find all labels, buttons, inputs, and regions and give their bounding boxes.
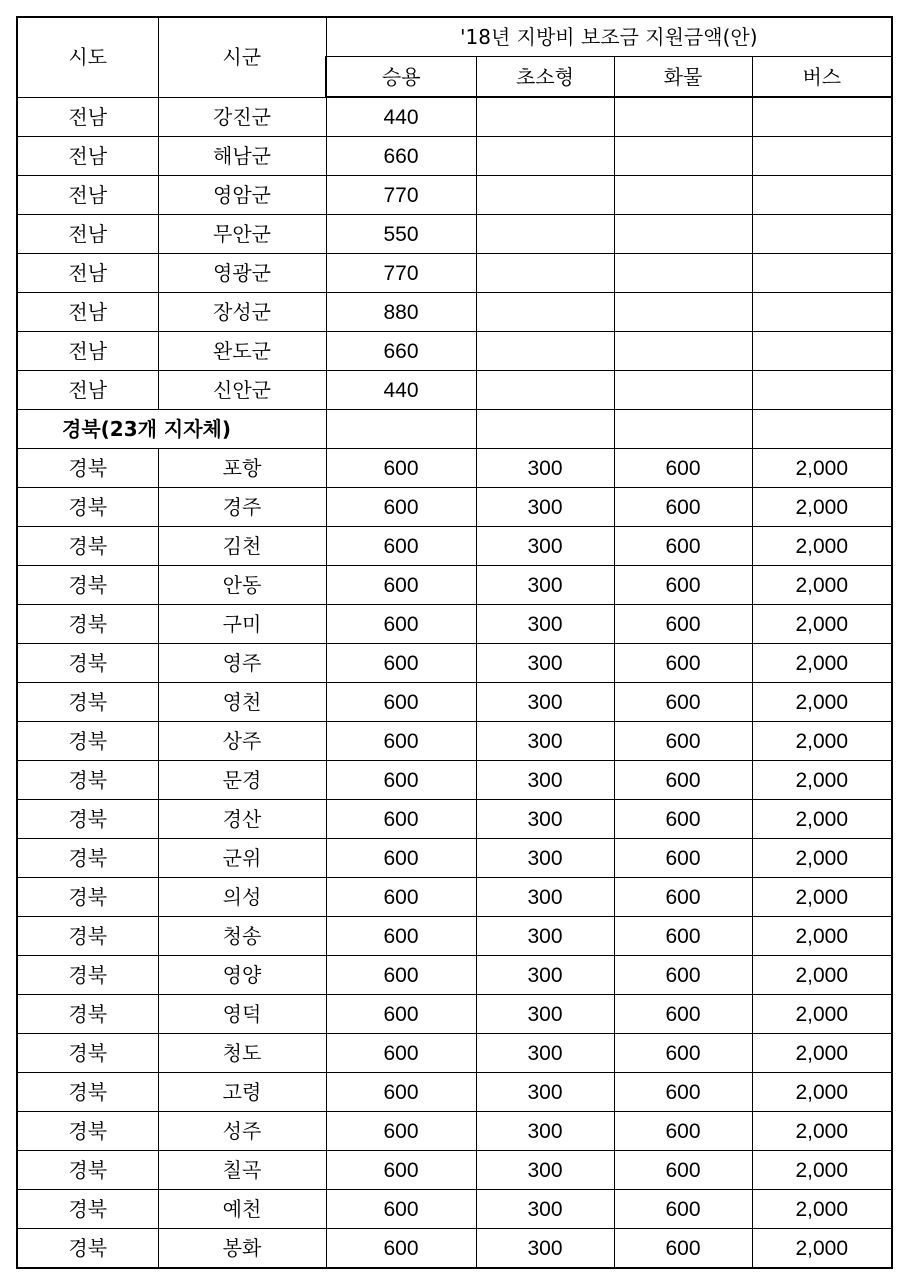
cell-bus: 2,000 (752, 527, 892, 566)
empty-cell (326, 410, 476, 449)
cell-passenger: 600 (326, 1190, 476, 1229)
table-row (17, 371, 892, 410)
header-cargo: 화물 (614, 57, 752, 98)
cell-sido: 전남 (17, 293, 158, 332)
cell-ultra-compact: 300 (476, 761, 614, 800)
cell-sigun: 군위 (158, 839, 326, 878)
cell-ultra-compact: 300 (476, 917, 614, 956)
cell-passenger: 600 (326, 1112, 476, 1151)
cell-passenger: 600 (326, 995, 476, 1034)
cell-sido: 전남 (17, 97, 158, 137)
table-row (17, 1112, 892, 1151)
cell-passenger: 600 (326, 761, 476, 800)
cell-sido: 경북 (17, 488, 158, 527)
cell-sigun: 고령 (158, 1073, 326, 1112)
cell-ultra-compact (476, 332, 614, 371)
cell-bus (752, 215, 892, 254)
cell-sigun: 구미 (158, 605, 326, 644)
cell-ultra-compact: 300 (476, 488, 614, 527)
cell-cargo: 600 (614, 1190, 752, 1229)
cell-ultra-compact: 300 (476, 722, 614, 761)
cell-cargo: 600 (614, 722, 752, 761)
table-row (17, 995, 892, 1034)
header-ultra-compact: 초소형 (476, 57, 614, 98)
cell-cargo: 600 (614, 1151, 752, 1190)
cell-bus: 2,000 (752, 839, 892, 878)
cell-ultra-compact: 300 (476, 839, 614, 878)
cell-cargo: 600 (614, 644, 752, 683)
table-row (17, 1073, 892, 1112)
cell-bus (752, 332, 892, 371)
cell-sido: 경북 (17, 644, 158, 683)
cell-passenger: 600 (326, 488, 476, 527)
cell-sido: 경북 (17, 1190, 158, 1229)
cell-cargo (614, 332, 752, 371)
cell-sigun: 장성군 (158, 293, 326, 332)
cell-sido: 전남 (17, 332, 158, 371)
cell-sido: 경북 (17, 878, 158, 917)
cell-sigun: 의성 (158, 878, 326, 917)
cell-passenger: 440 (326, 97, 476, 137)
cell-passenger: 600 (326, 644, 476, 683)
table-row (17, 137, 892, 176)
cell-cargo (614, 137, 752, 176)
cell-bus (752, 371, 892, 410)
cell-bus: 2,000 (752, 995, 892, 1034)
cell-sigun: 청송 (158, 917, 326, 956)
table-row (17, 488, 892, 527)
cell-sido: 경북 (17, 1073, 158, 1112)
cell-cargo: 600 (614, 1112, 752, 1151)
cell-sigun: 예천 (158, 1190, 326, 1229)
cell-bus: 2,000 (752, 449, 892, 488)
table-row (17, 1151, 892, 1190)
cell-passenger: 660 (326, 332, 476, 371)
cell-sigun: 강진군 (158, 97, 326, 137)
cell-sido: 경북 (17, 449, 158, 488)
cell-bus: 2,000 (752, 683, 892, 722)
cell-sido: 경북 (17, 605, 158, 644)
cell-sigun: 칠곡 (158, 1151, 326, 1190)
cell-bus: 2,000 (752, 566, 892, 605)
cell-sido: 경북 (17, 956, 158, 995)
cell-passenger: 600 (326, 605, 476, 644)
cell-bus: 2,000 (752, 1190, 892, 1229)
header-bus: 버스 (752, 57, 892, 98)
table-row (17, 527, 892, 566)
cell-sido: 경북 (17, 995, 158, 1034)
cell-bus: 2,000 (752, 956, 892, 995)
cell-sido: 전남 (17, 371, 158, 410)
cell-bus: 2,000 (752, 488, 892, 527)
cell-passenger: 600 (326, 800, 476, 839)
table-row (17, 332, 892, 371)
subsidy-table-document (16, 16, 891, 1269)
cell-cargo: 600 (614, 683, 752, 722)
cell-cargo: 600 (614, 761, 752, 800)
cell-passenger: 770 (326, 176, 476, 215)
cell-ultra-compact (476, 97, 614, 137)
table-row (17, 566, 892, 605)
cell-bus (752, 137, 892, 176)
cell-sigun: 무안군 (158, 215, 326, 254)
cell-sido: 경북 (17, 566, 158, 605)
cell-sido: 경북 (17, 1034, 158, 1073)
cell-bus: 2,000 (752, 1073, 892, 1112)
cell-bus: 2,000 (752, 722, 892, 761)
cell-sigun: 신안군 (158, 371, 326, 410)
empty-cell (476, 410, 614, 449)
cell-passenger: 600 (326, 722, 476, 761)
cell-ultra-compact: 300 (476, 995, 614, 1034)
cell-cargo (614, 97, 752, 137)
cell-sido: 경북 (17, 1151, 158, 1190)
cell-sido: 경북 (17, 722, 158, 761)
cell-ultra-compact: 300 (476, 605, 614, 644)
cell-sido: 전남 (17, 137, 158, 176)
cell-ultra-compact (476, 254, 614, 293)
cell-ultra-compact: 300 (476, 1229, 614, 1269)
table-row (17, 449, 892, 488)
table-row (17, 761, 892, 800)
header-passenger: 승용 (326, 57, 476, 98)
cell-ultra-compact: 300 (476, 1073, 614, 1112)
cell-sigun: 영암군 (158, 176, 326, 215)
cell-sido: 경북 (17, 1112, 158, 1151)
table-row (17, 917, 892, 956)
cell-ultra-compact: 300 (476, 800, 614, 839)
cell-sido: 경북 (17, 917, 158, 956)
subsidy-table (16, 16, 893, 1269)
cell-passenger: 880 (326, 293, 476, 332)
empty-cell (614, 410, 752, 449)
cell-cargo: 600 (614, 1073, 752, 1112)
cell-ultra-compact (476, 371, 614, 410)
cell-sigun: 영광군 (158, 254, 326, 293)
cell-ultra-compact (476, 215, 614, 254)
cell-cargo: 600 (614, 995, 752, 1034)
cell-sigun: 봉화 (158, 1229, 326, 1269)
cell-passenger: 600 (326, 839, 476, 878)
cell-sido: 전남 (17, 254, 158, 293)
cell-bus: 2,000 (752, 1229, 892, 1269)
cell-sigun: 김천 (158, 527, 326, 566)
cell-sido: 전남 (17, 176, 158, 215)
cell-passenger: 600 (326, 1073, 476, 1112)
cell-bus: 2,000 (752, 800, 892, 839)
cell-sigun: 상주 (158, 722, 326, 761)
table-row (17, 722, 892, 761)
cell-cargo: 600 (614, 527, 752, 566)
table-row (17, 97, 892, 137)
cell-passenger: 600 (326, 683, 476, 722)
cell-cargo: 600 (614, 800, 752, 839)
table-row (17, 644, 892, 683)
cell-passenger: 600 (326, 566, 476, 605)
table-row (17, 878, 892, 917)
cell-ultra-compact: 300 (476, 1034, 614, 1073)
table-row (17, 176, 892, 215)
cell-ultra-compact: 300 (476, 1112, 614, 1151)
header-subsidy-title: '18년 지방비 보조금 지원금액(안) (326, 17, 892, 57)
cell-ultra-compact: 300 (476, 1151, 614, 1190)
cell-sigun: 성주 (158, 1112, 326, 1151)
cell-ultra-compact (476, 176, 614, 215)
table-row (17, 800, 892, 839)
cell-cargo: 600 (614, 605, 752, 644)
cell-passenger: 600 (326, 878, 476, 917)
cell-cargo (614, 254, 752, 293)
cell-bus: 2,000 (752, 878, 892, 917)
cell-ultra-compact: 300 (476, 449, 614, 488)
table-body (17, 97, 892, 1268)
cell-ultra-compact: 300 (476, 566, 614, 605)
cell-sigun: 완도군 (158, 332, 326, 371)
cell-ultra-compact: 300 (476, 527, 614, 566)
cell-sido: 경북 (17, 839, 158, 878)
cell-ultra-compact: 300 (476, 956, 614, 995)
table-row (17, 1034, 892, 1073)
cell-sido: 전남 (17, 215, 158, 254)
table-row (17, 605, 892, 644)
cell-ultra-compact: 300 (476, 644, 614, 683)
cell-sigun: 경주 (158, 488, 326, 527)
cell-cargo: 600 (614, 449, 752, 488)
cell-bus (752, 97, 892, 137)
cell-ultra-compact: 300 (476, 683, 614, 722)
cell-sigun: 안동 (158, 566, 326, 605)
cell-ultra-compact: 300 (476, 1190, 614, 1229)
cell-bus (752, 293, 892, 332)
cell-bus: 2,000 (752, 1112, 892, 1151)
cell-cargo (614, 293, 752, 332)
table-row (17, 683, 892, 722)
cell-passenger: 600 (326, 917, 476, 956)
empty-cell (752, 410, 892, 449)
table-header (17, 17, 892, 97)
header-sido: 시도 (17, 17, 158, 97)
cell-bus: 2,000 (752, 605, 892, 644)
cell-ultra-compact (476, 137, 614, 176)
cell-ultra-compact (476, 293, 614, 332)
cell-passenger: 600 (326, 1229, 476, 1269)
cell-sigun: 영주 (158, 644, 326, 683)
cell-passenger: 770 (326, 254, 476, 293)
cell-bus: 2,000 (752, 761, 892, 800)
table-row (17, 293, 892, 332)
cell-ultra-compact: 300 (476, 878, 614, 917)
cell-sigun: 포항 (158, 449, 326, 488)
cell-cargo (614, 176, 752, 215)
cell-sido: 경북 (17, 1229, 158, 1269)
cell-passenger: 600 (326, 449, 476, 488)
cell-passenger: 600 (326, 1151, 476, 1190)
cell-cargo: 600 (614, 956, 752, 995)
table-row (17, 956, 892, 995)
cell-cargo: 600 (614, 488, 752, 527)
cell-sigun: 영천 (158, 683, 326, 722)
cell-sigun: 해남군 (158, 137, 326, 176)
section-row (17, 410, 892, 449)
cell-cargo: 600 (614, 878, 752, 917)
table-row (17, 839, 892, 878)
cell-bus (752, 254, 892, 293)
header-sigun: 시군 (158, 17, 326, 97)
cell-cargo: 600 (614, 1034, 752, 1073)
cell-bus: 2,000 (752, 1034, 892, 1073)
cell-bus: 2,000 (752, 644, 892, 683)
cell-sido: 경북 (17, 761, 158, 800)
cell-passenger: 660 (326, 137, 476, 176)
cell-sido: 경북 (17, 527, 158, 566)
cell-passenger: 550 (326, 215, 476, 254)
cell-bus (752, 176, 892, 215)
cell-passenger: 440 (326, 371, 476, 410)
cell-cargo: 600 (614, 566, 752, 605)
cell-sigun: 영덕 (158, 995, 326, 1034)
cell-cargo: 600 (614, 839, 752, 878)
cell-passenger: 600 (326, 956, 476, 995)
cell-sido: 경북 (17, 683, 158, 722)
table-row (17, 254, 892, 293)
cell-sigun: 문경 (158, 761, 326, 800)
table-row (17, 215, 892, 254)
table-row (17, 1190, 892, 1229)
cell-sigun: 영양 (158, 956, 326, 995)
cell-cargo: 600 (614, 917, 752, 956)
cell-sigun: 청도 (158, 1034, 326, 1073)
table-row (17, 1229, 892, 1269)
cell-passenger: 600 (326, 1034, 476, 1073)
section-label: 경북(23개 지자체) (17, 410, 326, 449)
cell-bus: 2,000 (752, 917, 892, 956)
cell-cargo (614, 371, 752, 410)
cell-cargo: 600 (614, 1229, 752, 1269)
cell-sido: 경북 (17, 800, 158, 839)
cell-bus: 2,000 (752, 1151, 892, 1190)
cell-passenger: 600 (326, 527, 476, 566)
cell-cargo (614, 215, 752, 254)
cell-sigun: 경산 (158, 800, 326, 839)
